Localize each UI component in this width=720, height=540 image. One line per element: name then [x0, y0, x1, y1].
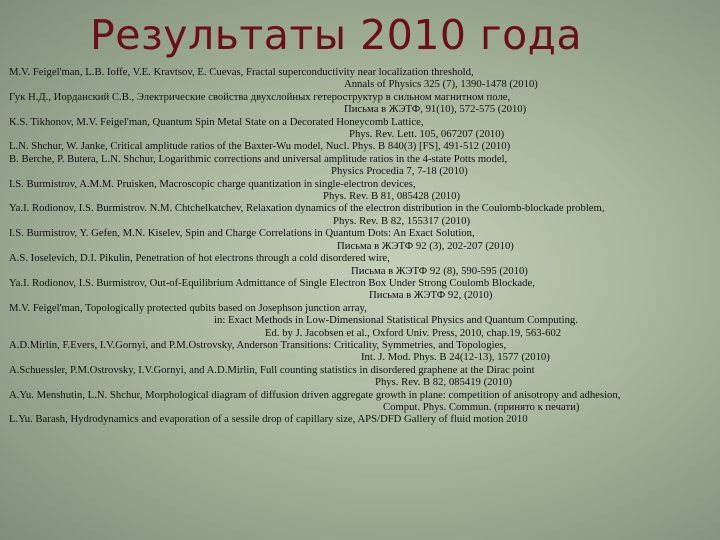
- reference-source: Письма в ЖЭТФ 92, (2010): [369, 289, 493, 302]
- reference-citation: L.N. Shchur, W. Janke, Critical amplitude ratios of the Baxter-Wu model, Nucl. Phys. B 840(3) [FS], 491-512 (2010): [9, 140, 511, 153]
- reference-source: Phys. Rev. Lett. 105, 067207 (2010): [349, 128, 505, 141]
- reference-citation: Гук Н.Д., Иорданский С.В., Электрические свойства двухслойных гетероструктур в сильном магнитном поле,: [9, 90, 511, 103]
- reference-source: Phys. Rev. B 81, 085428 (2010): [323, 190, 461, 203]
- reference-source: Письма в ЖЭТФ 92 (8), 590-595 (2010): [351, 264, 528, 277]
- reference-item: [9, 202, 713, 227]
- reference-citation: I.S. Burmistrov, A.M.M. Pruisken, Macroscopic charge quantization in single-electron devices,: [9, 177, 416, 190]
- reference-item: [9, 91, 713, 116]
- reference-item: [9, 277, 713, 302]
- reference-item: [9, 302, 713, 339]
- reference-item: [9, 140, 713, 152]
- reference-source: in: Exact Methods in Low-Dimensional Statistical Physics and Quantum Computing.: [214, 314, 578, 327]
- reference-item: [9, 153, 713, 178]
- reference-list: [9, 66, 713, 426]
- slide-title: Результаты 2010 года: [90, 11, 583, 59]
- reference-citation: A.Schuessler, P.M.Ostrovsky, I.V.Gornyi, and A.D.Mirlin, Full counting statistics in disordered graphene at the Dirac point: [9, 363, 535, 376]
- reference-item: [9, 178, 713, 203]
- reference-citation: A.D.Mirlin, F.Evers, I.V.Gornyi, and P.M.Ostrovsky, Anderson Transitions: Criticality, Symmetries, and Topologies,: [9, 338, 507, 351]
- reference-citation: L.Yu. Barash, Hydrodynamics and evaporation of a sessile drop of capillary size, APS/DFD Gallery of fluid motion 2010: [9, 413, 528, 426]
- reference-item: [9, 66, 713, 91]
- reference-item: [9, 389, 713, 414]
- reference-citation: K.S. Tikhonov, M.V. Feigel'man, Quantum Spin Metal State on a Decorated Honeycomb Lattice,: [9, 115, 424, 128]
- reference-source-detail: Ed. by J. Jacobsen et al., Oxford Univ. Press, 2010, chap.19, 563-602: [265, 326, 562, 339]
- reference-source: Phys. Rev. B 82, 085419 (2010): [375, 376, 513, 389]
- reference-citation: A.S. Ioselevich, D.I. Pikulin, Penetration of hot electrons through a cold disordered wire,: [9, 252, 390, 265]
- reference-citation: M.V. Feigel'man, Topologically protected qubits based on Josephson junction array,: [9, 301, 367, 314]
- reference-citation: Ya.I. Rodionov, I.S. Burmistrov, Out-of-Equilibrium Admittance of Single Electron Box Under Strong Coulomb Blockade,: [9, 276, 535, 289]
- reference-citation: A.Yu. Menshutin, L.N. Shchur, Morphological diagram of diffusion driven aggregate growth in plane: competition of anisotropy and adhesion,: [9, 388, 621, 401]
- reference-source: Comput. Phys. Commun. (принято к печати): [383, 400, 580, 413]
- reference-item: [9, 413, 713, 425]
- reference-source: Письма в ЖЭТФ, 91(10), 572-575 (2010): [344, 103, 527, 116]
- reference-citation: M.V. Feigel'man, L.B. Ioffe, V.E. Kravtsov, E. Cuevas, Fractal superconductivity near localization threshold,: [9, 66, 474, 78]
- reference-source: Письма в ЖЭТФ 92 (3), 202-207 (2010): [337, 239, 514, 252]
- reference-item: [9, 364, 713, 389]
- reference-source: Annals of Physics 325 (7), 1390-1478 (2010): [344, 78, 538, 91]
- reference-citation: Ya.I. Rodionov, I.S. Burmistrov. N.M. Chtchelkatchev, Relaxation dynamics of the electron distribution in the Coulomb-blockade problem,: [9, 202, 605, 215]
- reference-item: [9, 252, 713, 277]
- reference-item: [9, 339, 713, 364]
- reference-source: Phys. Rev. B 82, 155317 (2010): [333, 214, 471, 227]
- reference-source: Physics Procedia 7, 7-18 (2010): [331, 165, 468, 178]
- reference-citation: I.S. Burmistrov, Y. Gefen, M.N. Kiselev, Spin and Charge Correlations in Quantum Dots: An Exact Solution,: [9, 227, 475, 240]
- reference-source: Int. J. Mod. Phys. B 24(12-13), 1577 (2010): [361, 351, 550, 364]
- reference-item: [9, 227, 713, 252]
- reference-citation: B. Berche, P. Butera, L.N. Shchur, Logarithmic corrections and universal amplitude ratios in the 4-state Potts model,: [9, 152, 508, 165]
- reference-item: [9, 116, 713, 141]
